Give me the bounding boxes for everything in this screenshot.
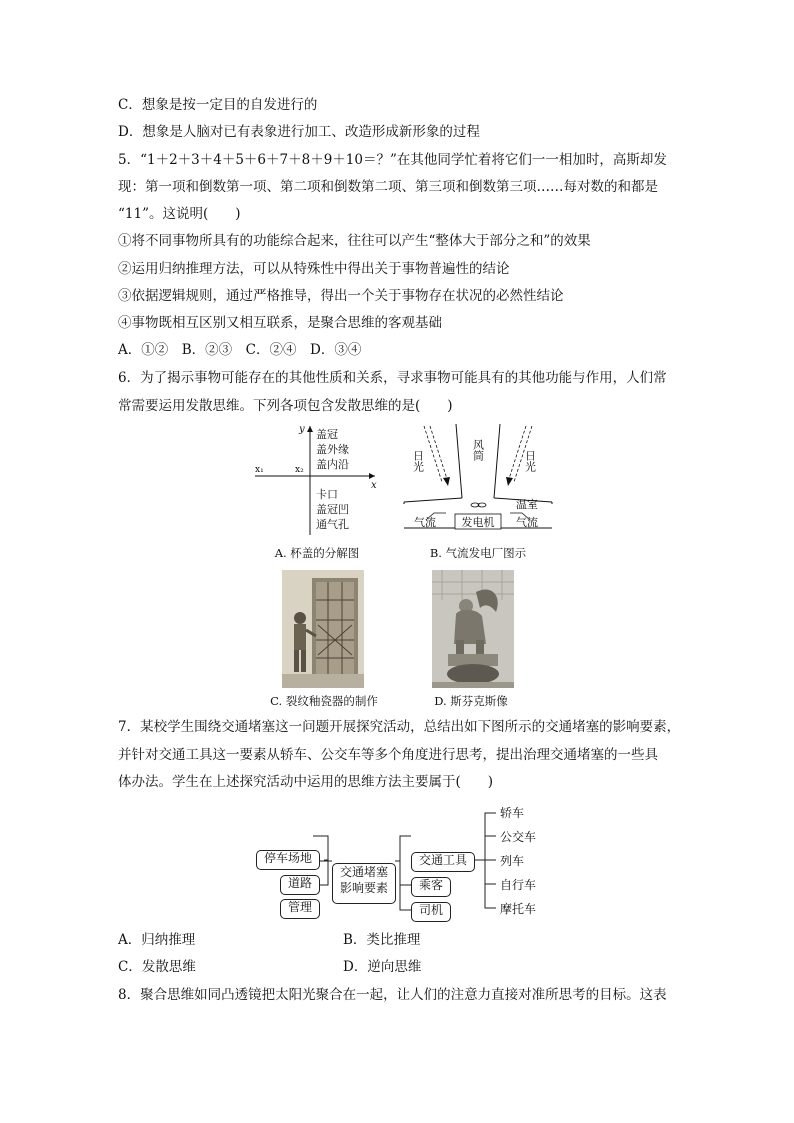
greenhouse-label: 温室 — [516, 498, 538, 511]
question-5-option-1: ①将不同事物所具有的功能综合起来，往往可以产生“整体大于部分之和”的效果 — [118, 233, 591, 249]
drivers-box: 司机 — [411, 902, 451, 922]
management-box: 管理 — [280, 899, 320, 919]
figure-a-cup-lid — [250, 420, 380, 540]
question-5-line-1: 5．“1＋2＋3＋4＋5＋6＋7＋8＋9＋10＝？”在其他同学忙着将它们一一相加时，高斯却发 — [118, 152, 667, 168]
question-5-option-4: ④事物既相互区别又相互联系，是聚合思维的客观基础 — [118, 315, 442, 331]
bus-label: 公交车 — [500, 830, 537, 844]
question-6-line-2: 常需要运用发散思维。下列各项包含发散思维的是( ) — [118, 398, 453, 414]
question-5-answers: A．①② B．②③ C．②④ D．③④ — [118, 342, 362, 358]
bicycle-label: 自行车 — [500, 878, 537, 892]
question-5-option-3: ③依据逻辑规则，通过严格推导，得出一个关于事物存在状况的必然性结论 — [118, 288, 564, 304]
clip-label: 卡口 — [316, 488, 338, 501]
question-7-option-c: C．发散思维 — [118, 959, 196, 975]
congestion-factors-box — [332, 863, 396, 904]
figure-a-caption: A. 杯盖的分解图 — [274, 546, 360, 560]
sunlight-left-label: 日光 — [411, 450, 425, 472]
road-box: 道路 — [280, 875, 320, 895]
passengers-box: 乘客 — [411, 877, 451, 897]
option-d-prev: D．想象是人脑对已有表象进行加工、改造形成新形象的过程 — [118, 124, 480, 140]
x-axis-label: x — [371, 480, 377, 491]
question-7-line-3: 体办法。学生在上述探究活动中运用的思维方法主要属于( ) — [118, 774, 494, 790]
lid-outer-edge-label: 盖外缘 — [316, 443, 349, 456]
question-6-line-1: 6．为了揭示事物可能存在的其他性质和关系，寻求事物可能具有的其他功能与作用，人们常 — [118, 370, 667, 386]
x1-label: x₁ — [255, 465, 264, 475]
figure-c-crackle-porcelain-image — [282, 570, 364, 688]
figure-d-sphinx-image — [432, 570, 514, 688]
traffic-factors-diagram — [250, 800, 550, 925]
lid-inner-edge-label: 盖内沿 — [316, 458, 349, 471]
train-label: 列车 — [500, 854, 525, 868]
figure-c-caption: C. 裂纹釉瓷器的制作 — [270, 694, 378, 708]
vehicles-box: 交通工具 — [411, 852, 475, 872]
airflow-right-label: 气流 — [516, 516, 538, 529]
question-5-line-2: 现：第一项和倒数第一项、第二项和倒数第二项、第三项和倒数第三项……每对数的和都是 — [118, 179, 658, 195]
option-c-prev: C．想象是按一定目的自发进行的 — [118, 97, 318, 113]
generator-label: 发电机 — [461, 516, 495, 529]
airflow-left-label: 气流 — [414, 516, 436, 529]
sunlight-right-label: 日光 — [523, 450, 537, 472]
question-7-line-2: 并针对交通工具这一要素从轿车、公交车等多个角度进行思考，提出治理交通堵塞的一些具 — [118, 747, 658, 763]
question-7-option-b: B．类比推理 — [343, 932, 421, 948]
car-label: 轿车 — [500, 806, 525, 820]
congestion-factors-line-1: 交通堵塞 — [339, 865, 388, 879]
congestion-factors-line-2: 影响要素 — [339, 880, 388, 895]
question-7-option-d: D．逆向思维 — [343, 959, 422, 975]
question-7-line-1: 7．某校学生围绕交通堵塞这一问题开展探究活动，总结出如下图所示的交通堵塞的影响要素， — [118, 719, 681, 735]
y-axis-label: y — [299, 424, 305, 435]
motorcycle-label: 摩托车 — [500, 902, 537, 916]
lid-crown-label: 盖冠 — [316, 428, 338, 441]
figure-b-airflow-plant — [398, 420, 558, 540]
question-7-option-a: A．归纳推理 — [118, 932, 196, 948]
question-8-line-1: 8．聚合思维如同凸透镜把太阳光聚合在一起，让人们的注意力直接对准所思考的目标。这表 — [118, 987, 667, 1003]
figure-d-caption: D. 斯芬克斯像 — [434, 694, 508, 708]
question-5-option-2: ②运用归纳推理方法，可以从特殊性中得出关于事物普遍性的结论 — [118, 261, 510, 277]
figure-b-caption: B. 气流发电厂图示 — [429, 546, 527, 560]
vent-hole-label: 通气孔 — [316, 518, 349, 531]
x2-label: x₂ — [295, 465, 304, 475]
crown-recess-label: 盖冠凹 — [316, 503, 349, 516]
parking-box: 停车场地 — [256, 850, 320, 870]
chimney-label: 风筒 — [471, 439, 485, 461]
question-5-line-3: “11”。这说明( ) — [118, 206, 241, 222]
